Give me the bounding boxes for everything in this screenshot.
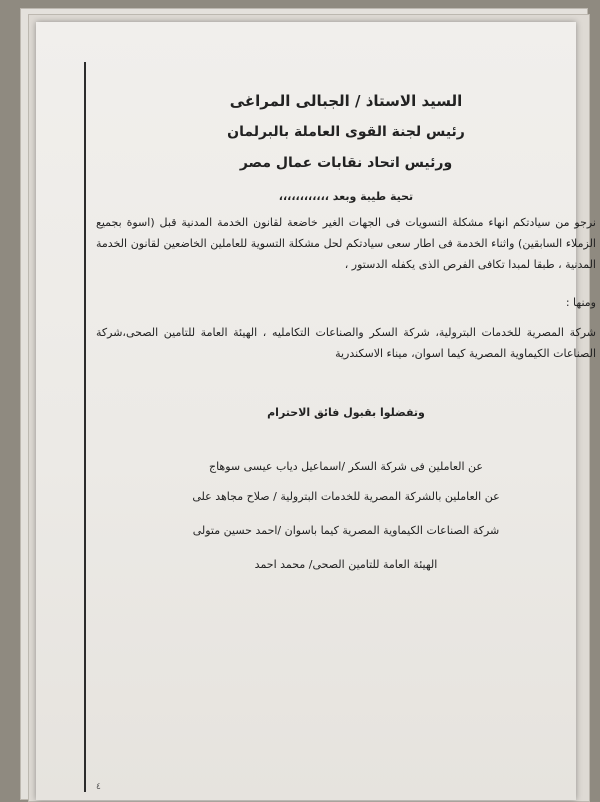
and-among-them: ومنها : bbox=[565, 296, 596, 309]
signatory-line: عن العاملين بالشركة المصرية للخدمات البترولية / صلاح مجاهد على bbox=[192, 490, 500, 503]
signatory-line: عن العاملين فى شركة السكر /اسماعيل دياب عيسى سوهاج bbox=[208, 460, 483, 473]
companies-paragraph: شركة المصرية للخدمات البترولية، شركة السكر والصناعات التكامليه ، الهيئة العامة للتامين الصحى،شركة الصناعات الكيماوية المصرية كيما اسوان، ميناء الاسكندرية bbox=[96, 326, 596, 360]
greeting: تحية طيبة وبعد ،،،،،،،،،،،، bbox=[278, 190, 414, 203]
title-line-2: ورئيس اتحاد نقابات عمال مصر bbox=[239, 155, 453, 171]
signatory-line: الهيئة العامة للتامين الصحى/ محمد احمد bbox=[254, 558, 438, 571]
recipient-line: السيد الاستاذ / الجبالى المراغى bbox=[229, 92, 463, 110]
signatory-line: شركة الصناعات الكيماوية المصرية كيما باسوان /احمد حسين متولى bbox=[192, 524, 500, 537]
closing-line: وتفضلوا بقبول فائق الاحترام bbox=[267, 406, 425, 419]
page-number: ٤ bbox=[96, 782, 101, 792]
main-paragraph: نرجو من سيادتكم انهاء مشكلة التسويات فى الجهات الغير خاضعة لقانون الخدمة المدنية قبل (اسوة بجميع الزملاء السابقين) واثناء الخدمة فى اطار سعى سيادتكم لحل مشكلة التسوية للعاملين الخاضعين لقانون الخدمة المدنية ، طبقا لمبدا تكافى الفرص الذى يكفله الدستور ، bbox=[96, 216, 596, 271]
left-margin-line bbox=[84, 62, 86, 792]
letter-page bbox=[36, 22, 596, 800]
title-line-1: رئيس لجنة القوى العاملة بالبرلمان bbox=[227, 124, 465, 140]
